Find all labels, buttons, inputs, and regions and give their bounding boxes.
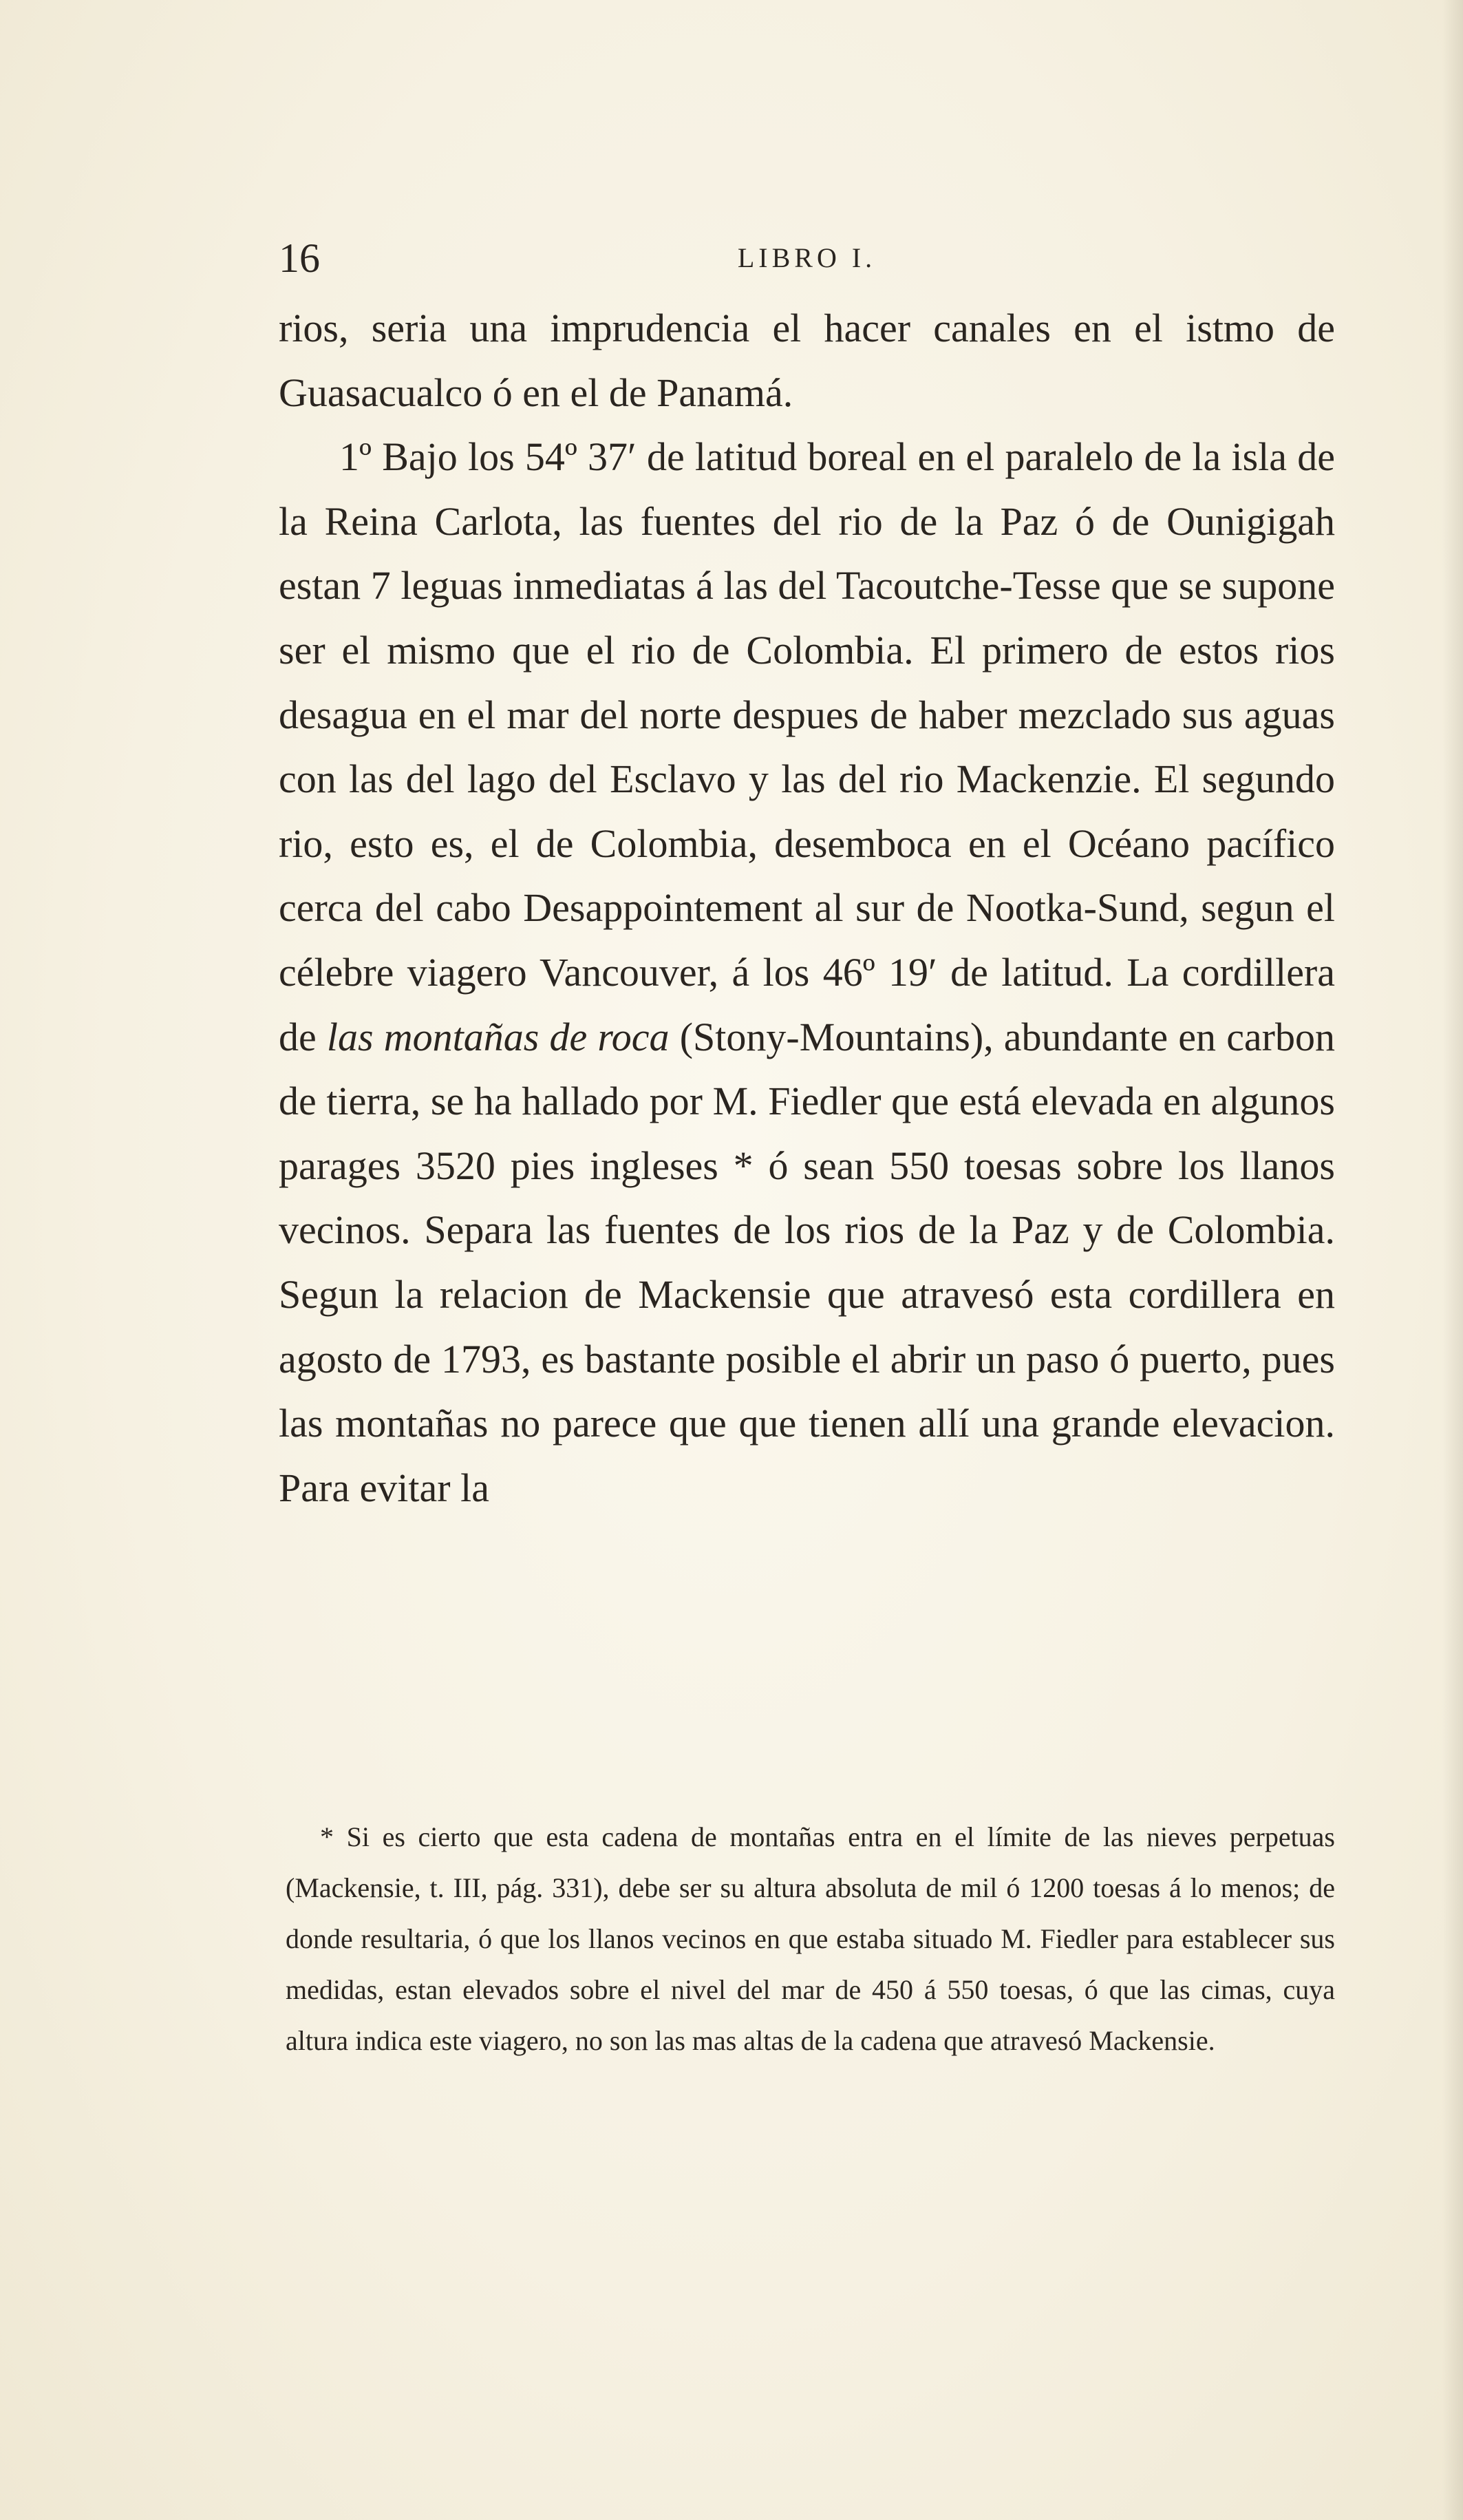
page-number: 16 <box>279 235 320 281</box>
footnote-text: * Si es cierto que esta cadena de montañas entra en el límite de las nieves perpetuas (Mackensie, t. III, pág. 331), debe ser su altura absoluta de mil ó 1200 toesas á lo menos; de donde resultaria, ó que los llanos vecinos en que estaba situado M. Fiedler para establecer sus medidas, estan elevados sobre el nivel del mar de 450 á 550 toesas, ó que las cimas, cuya altura indica este viagero, no son las mas altas de la cadena que atravesó Mackensie. <box>286 1821 1335 2056</box>
footnote <box>286 1812 1335 2066</box>
paragraph-2-start: 1º Bajo los 54º 37′ de latitud boreal en el paralelo de la isla de la Reina Carlota, las fuentes del rio de la Paz ó de Ounigigah estan 7 leguas inmediatas á las del Tacoutche-Tesse que se supone ser el mismo que el rio de Colombia. El primero de estos rios desagua en el mar del norte despues de haber mezclado sus aguas con las del lago del Esclavo y las del rio Mackenzie. El segundo rio, esto es, el de Colombia, desemboca en el Océano pacífico cerca del cabo Desappointement al sur de Nootka-Sund, segun el célebre viagero Vancouver, á los 46º 19′ de latitud. La cordillera de <box>279 434 1335 1059</box>
paragraph-1: rios, seria una imprudencia el hacer canales en el istmo de Guasacualco ó en el de Panamá. <box>279 306 1335 415</box>
paragraph-2-end: (Stony-Mountains), abundante en carbon de tierra, se ha hallado por M. Fiedler que está elevada en algunos parages 3520 pies ingleses * ó sean 550 toesas sobre los llanos vecinos. Separa las fuentes de los rios de la Paz y de Colombia. Segun la relacion de Mackensie que atravesó esta cordillera en agosto de 1793, es bastante posible el abrir un paso ó puerto, pues las montañas no parece que que tienen allí una grande elevacion. Para evitar la <box>279 1014 1335 1510</box>
paragraph-2 <box>279 425 1335 1520</box>
page-header <box>279 227 1335 289</box>
paragraph-2-italic: las montañas de roca <box>326 1014 670 1059</box>
spine-shadow <box>1442 0 1463 2520</box>
running-head: LIBRO I. <box>737 242 877 273</box>
main-text <box>279 296 1335 1520</box>
